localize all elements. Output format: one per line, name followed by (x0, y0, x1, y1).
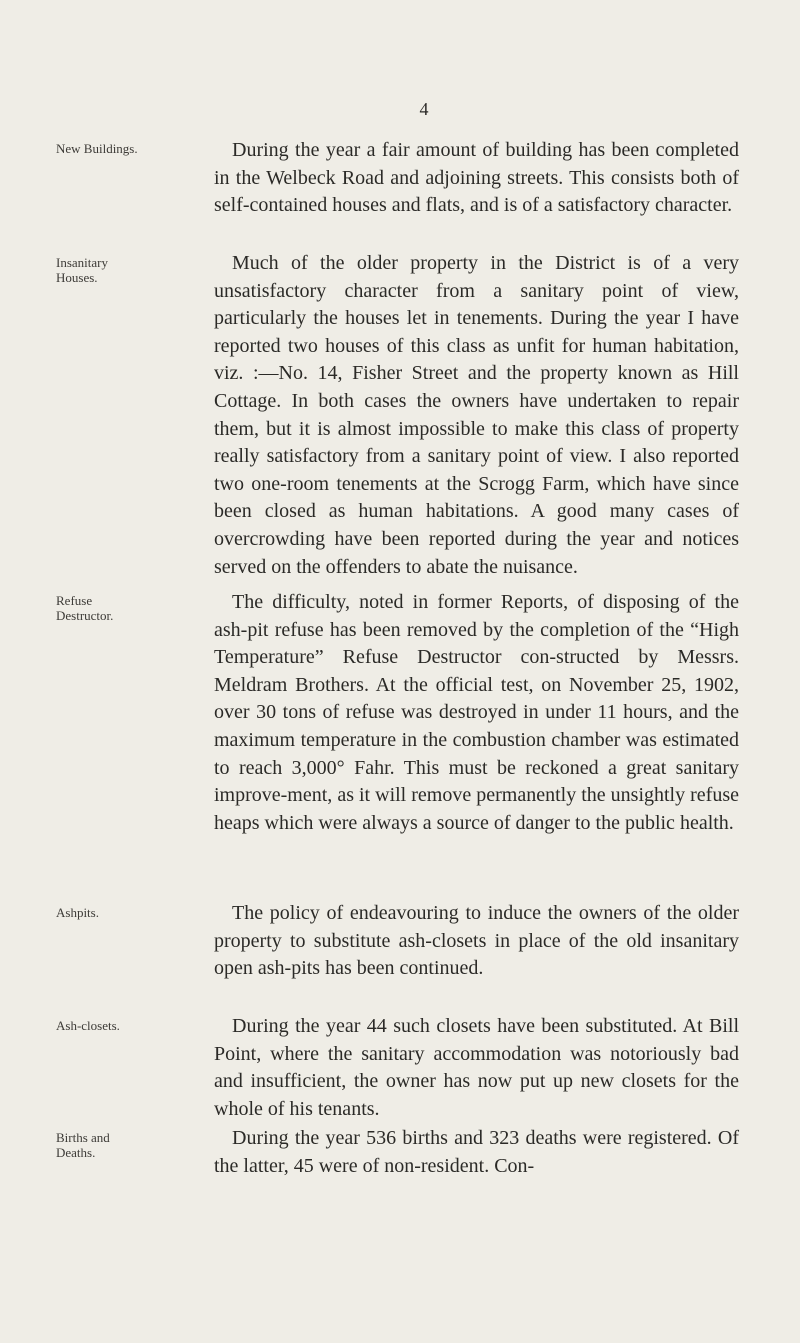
side-heading-births-and-deaths: Births and Deaths. (56, 1130, 110, 1160)
paragraph-ash-closets: During the year 44 such closets have been substituted. At Bill Point, where the sanitary accommodation was notoriously bad and insufficient, the owner has now put up new closets for the whole of his tenants. (214, 1015, 739, 1120)
side-heading-ash-closets: Ash-closets. (56, 1018, 120, 1033)
side-heading-new-buildings: New Buildings. (56, 141, 138, 156)
side-heading-insanitary-houses: Insanitary Houses. (56, 255, 108, 285)
side-heading-refuse-destructor: Refuse Destructor. (56, 593, 114, 623)
paragraph-ashpits: The policy of endeavouring to induce the owners of the older property to substitute ash-closets in place of the old insanitary open ash-pits has been continued. (214, 902, 739, 980)
side-heading-ashpits: Ashpits. (56, 905, 99, 920)
paragraph-births-and-deaths: During the year 536 births and 323 deaths were registered. Of the latter, 45 were of non-resident. Con- (214, 1127, 739, 1177)
paragraph-new-buildings: During the year a fair amount of building has been completed in the Welbeck Road and adjoining streets. This consists both of self-contained houses and flats, and is of a satisfactory character. (214, 139, 739, 217)
paragraph-insanitary-houses: Much of the older property in the District is of a very unsatisfactory character from a sanitary point of view, particularly the houses let in tenements. During the year I have reported two houses of this class as unfit for human habitation, viz. :—No. 14, Fisher Street and the property known as Hill Cottage. In both cases the owners have undertaken to repair them, but it is almost impossible to make this class of property really satisfactory from a sanitary point of view. I also reported two one-room tenements at the Scrogg Farm, which have since been closed as human habitations. A good many cases of overcrowding have been reported during the year and notices served on the offenders to abate the nuisance. (214, 252, 739, 578)
paragraph-refuse-destructor: The difficulty, noted in former Reports, of disposing of the ash-pit refuse has been removed by the completion of the “High Temperature” Refuse Destructor con-structed by Messrs. Meldram Brothers. At the official test, on November 25, 1902, over 30 tons of refuse was destroyed in under 11 hours, and the maximum temperature in the combustion chamber was estimated to reach 3,000° Fahr. This must be reckoned a great sanitary improve-ment, as it will remove permanently the unsightly refuse heaps which were always a source of danger to the public health. (214, 591, 739, 834)
page-number: 4 (419, 99, 429, 119)
